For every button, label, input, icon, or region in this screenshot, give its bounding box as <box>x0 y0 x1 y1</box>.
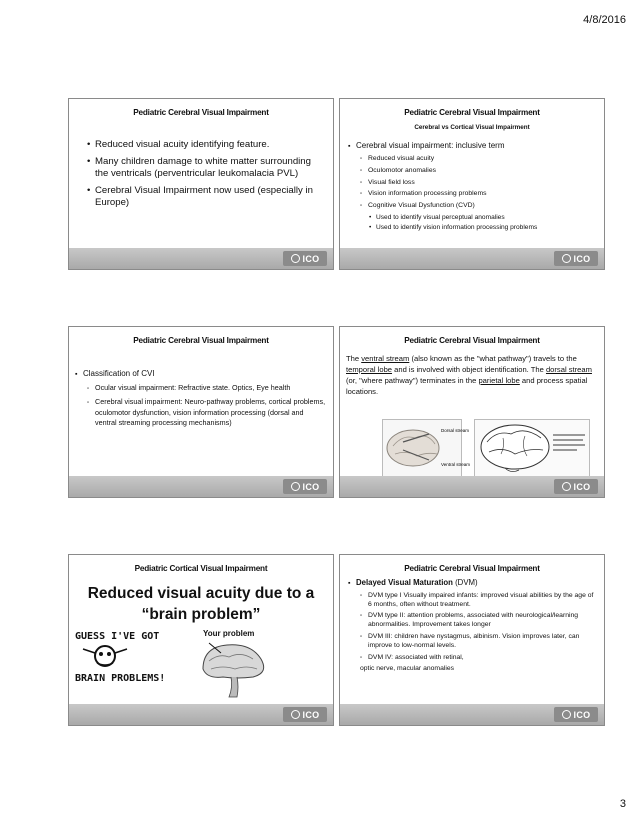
slide-4 <box>339 326 605 498</box>
sub-bullet-item: ▫ Cerebral visual impairment: Neuro-pathway problems, cortical problems, oculomotor dysfunction, vision information processing (dorsal and ventral streaming processing mechanisms) <box>75 397 327 428</box>
ico-logo <box>554 251 598 266</box>
logo-circle-icon <box>291 254 300 263</box>
slide-footer <box>69 248 333 269</box>
brain-streams-figure <box>382 419 471 477</box>
logo-text: ICO <box>573 253 591 264</box>
logo-text: ICO <box>302 481 320 492</box>
slide-footer <box>340 476 604 497</box>
ico-logo <box>283 707 327 722</box>
link-dorsal-stream[interactable]: dorsal stream <box>545 365 592 374</box>
dorsal-label: Dorsal stream <box>441 428 470 433</box>
bullet-list <box>87 139 315 214</box>
slide-3 <box>68 326 334 498</box>
page-number: 3 <box>619 798 626 810</box>
logo-text: ICO <box>302 709 320 720</box>
slide-footer <box>340 248 604 269</box>
logo-text: ICO <box>573 709 591 720</box>
page-date: 4/8/2016 <box>583 14 626 26</box>
ico-logo <box>283 251 327 266</box>
logo-text: ICO <box>302 253 320 264</box>
logo-circle-icon <box>291 482 300 491</box>
slide-footer <box>69 704 333 725</box>
bullet-item: • Reduced visual acuity identifying feature. <box>87 139 315 151</box>
ico-logo <box>554 479 598 494</box>
slide-subtitle: Cerebral vs Cortical Visual Impairment <box>414 124 530 131</box>
slide-title: Pediatric Cerebral Visual Impairment <box>133 108 269 117</box>
sub-bullet-item: ▫ Ocular visual impairment: Refractive state. Optics, Eye health <box>75 383 327 394</box>
sub-sub-bullet-item: • Used to identify vision information processing problems <box>348 223 598 232</box>
continuation-text: optic nerve, macular anomalies <box>360 665 455 673</box>
bullet-item: ▪ Classification of CVI <box>75 369 327 380</box>
slide-title: Pediatric Cerebral Visual Impairment <box>133 336 269 345</box>
sub-sub-bullet-item: • Used to identify visual perceptual anomalies <box>348 213 598 222</box>
slide-2 <box>339 98 605 270</box>
text-run: The <box>346 354 362 363</box>
cartoon-scribble <box>75 631 165 685</box>
slide-1 <box>68 98 334 270</box>
logo-circle-icon <box>562 482 571 491</box>
logo-circle-icon <box>562 254 571 263</box>
link-parietal-lobe[interactable]: parietal lobe <box>478 376 520 385</box>
cartoon-face-icon <box>75 643 135 669</box>
text-run: (or, "where pathway") terminates in the <box>346 376 479 385</box>
bullet-item: • Cerebral Visual Impairment now used (especially in Europe) <box>87 185 315 209</box>
text-run: and process spatial locations. <box>346 376 588 396</box>
scribble-line-2: BRAIN PROBLEMS! <box>75 673 166 684</box>
slide-footer <box>340 704 604 725</box>
bullet-list <box>348 141 598 234</box>
slide-5 <box>68 554 334 726</box>
brain-problem-art <box>75 627 325 703</box>
logo-text: ICO <box>573 481 591 492</box>
sub-bullet-item: ▫ Oculomotor anomalies <box>348 166 598 176</box>
text-run: and is involved with object identification. The <box>392 365 546 374</box>
slide-title: Pediatric Cortical Visual Impairment <box>134 564 268 573</box>
slide-title: Pediatric Cerebral Visual Impairment <box>404 108 540 117</box>
slide-title: Pediatric Cerebral Visual Impairment <box>404 564 540 573</box>
slide-6 <box>339 554 605 726</box>
brain-illustration <box>193 639 273 701</box>
brain-outline-figure <box>474 419 590 479</box>
sub-bullet-item: ▫ DVM III: children have nystagmus, albinism. Vision improves later, can improve to low-normal levels. <box>348 633 598 651</box>
your-problem-caption: Your problem <box>203 629 255 638</box>
text-run: (also known as the "what pathway") travels to the <box>409 354 577 363</box>
brain-figures <box>382 419 592 477</box>
bullet-item <box>348 579 598 589</box>
headline-line-2: “brain problem” <box>141 606 261 623</box>
logo-circle-icon <box>291 710 300 719</box>
sub-bullet-item: ▫ Vision information processing problems <box>348 189 598 199</box>
ico-logo <box>283 479 327 494</box>
link-temporal-lobe[interactable]: temporal lobe <box>346 365 393 374</box>
slide-headline <box>69 583 333 625</box>
link-ventral-stream[interactable]: ventral stream <box>361 354 410 363</box>
sub-bullet-item: ▫ Reduced visual acuity <box>348 154 598 164</box>
ico-logo <box>554 707 598 722</box>
bullet-item: • Many children damage to white matter surrounding the ventricals (perventricular leukomalacia PVL) <box>87 156 315 180</box>
sub-bullet-item: ▫ Visual field loss <box>348 178 598 188</box>
bullet-item: ▪ Cerebral visual impairment: inclusive term <box>348 141 598 151</box>
logo-circle-icon <box>562 710 571 719</box>
slide-title: Pediatric Cerebral Visual Impairment <box>404 336 540 345</box>
sub-bullet-item: ▫ DVM type I Visually impaired infants: improved visual abilities by the age of 6 months, often without treatment. <box>348 592 598 610</box>
bullet-text: (DVM) <box>452 578 478 587</box>
bullet-bold-text: Delayed Visual Maturation <box>356 578 453 587</box>
bullet-list <box>75 369 327 431</box>
bullet-list <box>348 579 598 674</box>
headline-line-1: Reduced visual acuity due to a <box>87 585 315 602</box>
ventral-label: Ventral stream <box>441 462 471 467</box>
slide-paragraph <box>346 353 598 397</box>
slide-footer <box>69 476 333 497</box>
sub-bullet-item: ▫ Cognitive Visual Dysfunction (CVD) <box>348 201 598 211</box>
sub-bullet-item: ▫ DVM IV: associated with retinal, <box>348 654 598 663</box>
sub-bullet-item: ▫ DVM type II: attention problems, associated with neurological/learning abnormalities. Improvement takes longer <box>348 612 598 630</box>
scribble-line-1: GUESS I'VE GOT <box>75 631 160 642</box>
